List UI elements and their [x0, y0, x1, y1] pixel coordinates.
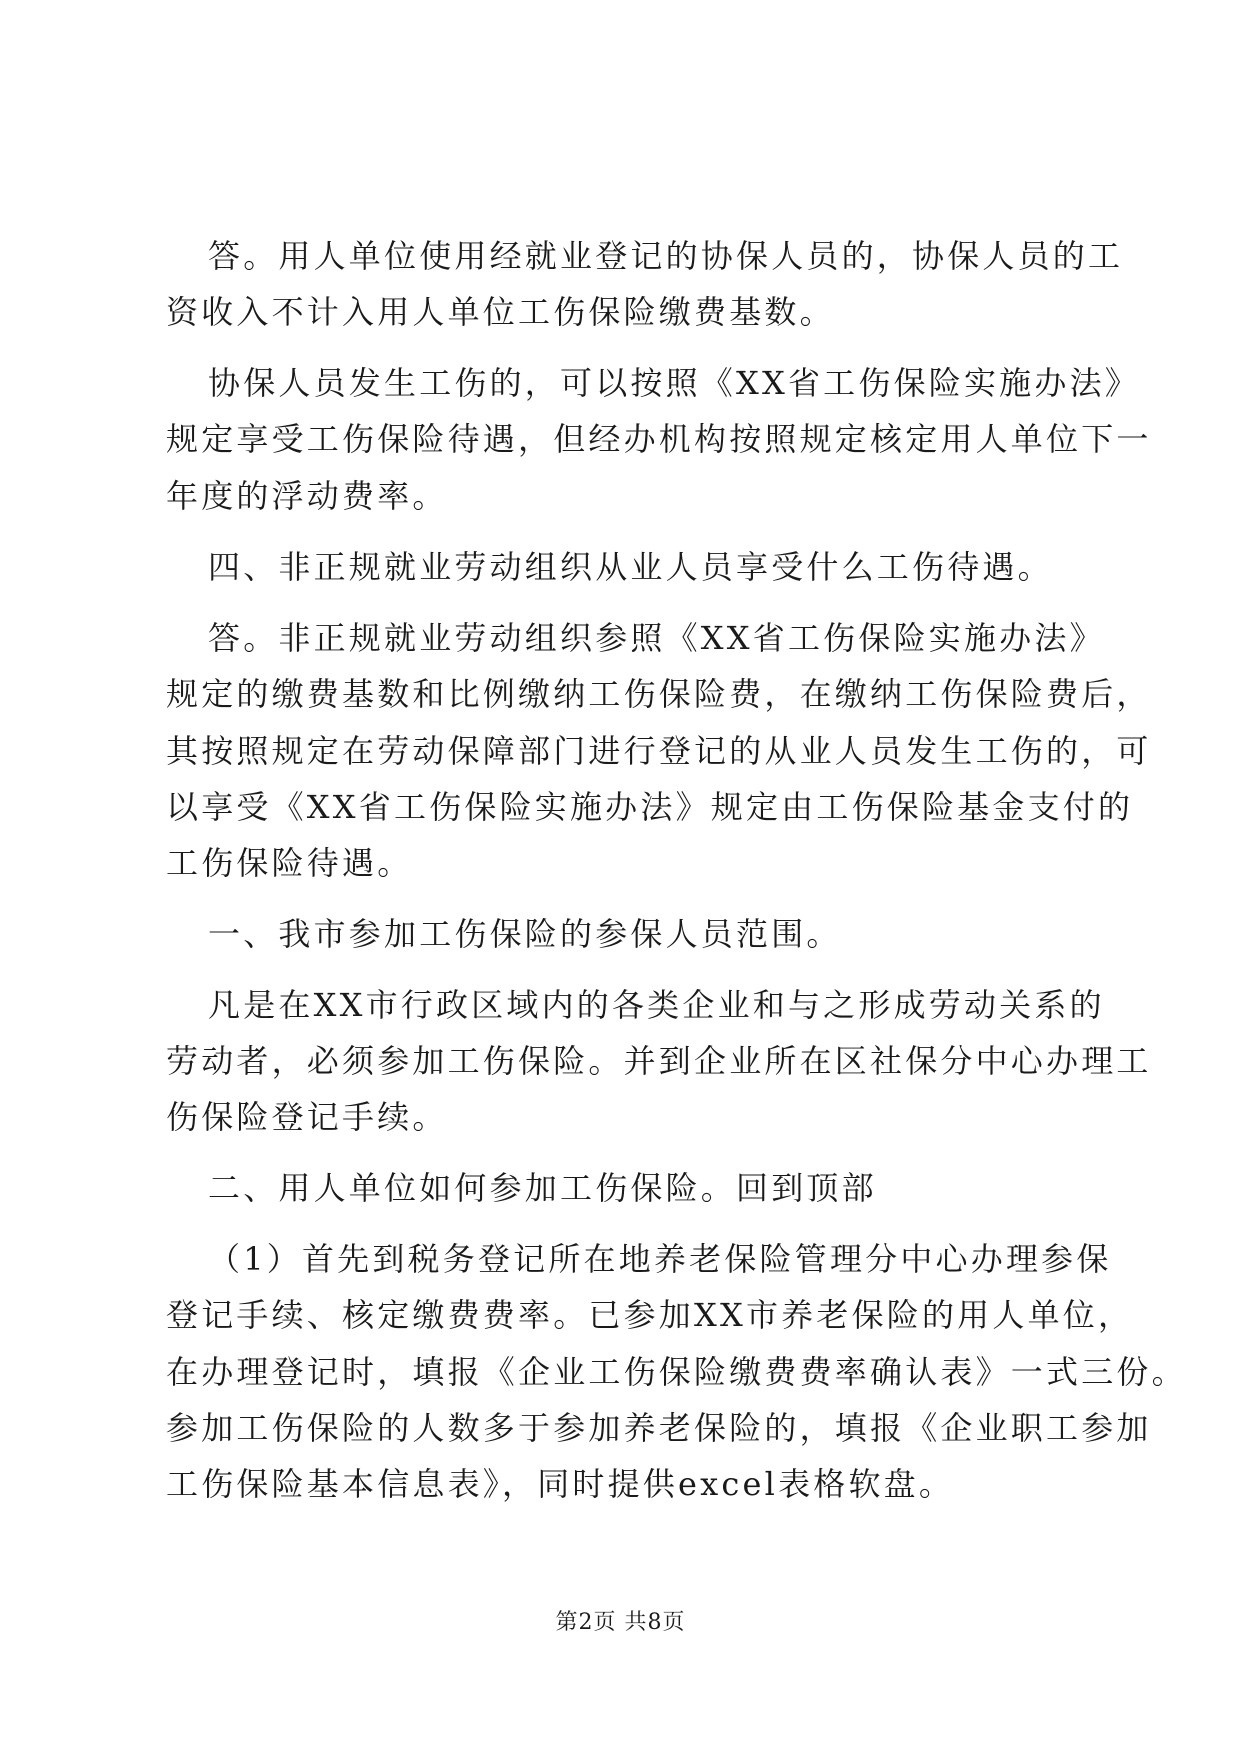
text-line: 协保人员发生工伤的，可以按照《XX省工伤保险实施办法》: [208, 364, 1140, 402]
text-line: 年度的浮动费率。: [166, 477, 448, 515]
text-line: 二、用人单位如何参加工伤保险。回到顶部: [208, 1169, 877, 1207]
text-line: 答。非正规就业劳动组织参照《XX省工伤保险实施办法》: [208, 619, 1105, 657]
text-line: 参加工伤保险的人数多于参加养老保险的，填报《企业职工参加: [166, 1409, 1152, 1447]
text-line: 规定享受工伤保险待遇，但经办机构按照规定核定用人单位下一: [166, 420, 1152, 458]
text-line: 劳动者，必须参加工伤保险。并到企业所在区社保分中心办理工: [166, 1042, 1152, 1080]
text-line: 答。用人单位使用经就业登记的协保人员的，协保人员的工: [208, 237, 1124, 275]
text-line: 一、我市参加工伤保险的参保人员范围。: [208, 915, 842, 953]
text-line: 登记手续、核定缴费费率。已参加XX市养老保险的用人单位，: [166, 1296, 1134, 1334]
text-line: 资收入不计入用人单位工伤保险缴费基数。: [166, 293, 835, 331]
text-line: 伤保险登记手续。: [166, 1098, 448, 1136]
text-line: 凡是在XX市行政区域内的各类企业和与之形成劳动关系的: [208, 986, 1105, 1024]
text-line: 工伤保险待遇。: [166, 844, 413, 882]
page-footer: 第2页 共8页: [555, 1610, 686, 1635]
text-line: 规定的缴费基数和比例缴纳工伤保险费，在缴纳工伤保险费后，: [166, 675, 1152, 713]
text-line: 其按照规定在劳动保障部门进行登记的从业人员发生工伤的，可: [166, 732, 1152, 770]
text-line: 工伤保险基本信息表》，同时提供excel表格软盘。: [166, 1465, 955, 1503]
text-line: 四、非正规就业劳动组织从业人员享受什么工伤待遇。: [208, 548, 1053, 586]
text-line: 以享受《XX省工伤保险实施办法》规定由工伤保险基金支付的: [166, 788, 1134, 826]
text-line: （1）首先到税务登记所在地养老保险管理分中心办理参保: [208, 1240, 1112, 1278]
text-line: 在办理登记时，填报《企业工伤保险缴费费率确认表》一式三份。: [166, 1353, 1187, 1391]
